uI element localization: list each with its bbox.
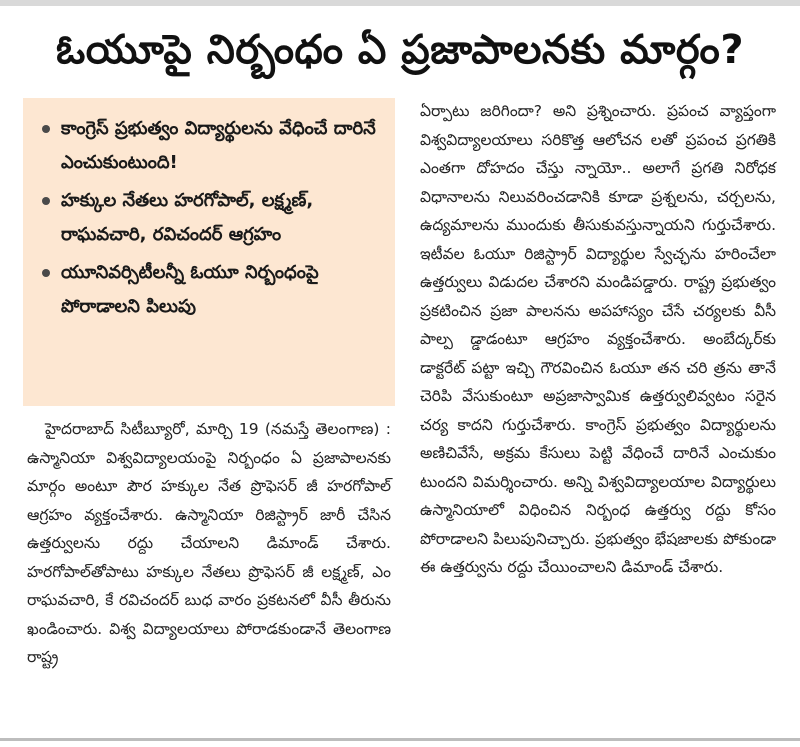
bullet-icon	[37, 256, 55, 290]
highlight-text: కాంగ్రెస్ ప్రభుత్వం విద్యార్థులను వేధించే దారినే ఎంచుకుంటుంది!	[61, 118, 376, 173]
bullet-icon	[37, 112, 55, 146]
bullet-icon	[37, 184, 55, 218]
bottom-rule	[0, 738, 800, 741]
top-rule	[0, 0, 800, 6]
headline: ఓయూపై నిర్బంధం ఏ ప్రజాపాలనకు మార్గం?	[55, 27, 745, 73]
article-body-left: హైదరాబాద్ సిటీబ్యూరో, మార్చి 19 (నమస్తే తెలంగాణ) : ఉస్మానియా విశ్వవిద్యాలయంపై నిర్బంధం ఏ ప్రజాపాలనకు మార్గం అంటూ పౌర హక్కుల నేత ప్రొఫెసర్ జీ హరగోపాల్ ఆగ్రహం వ్యక్తంచేశారు. ఉస్మానియా రిజిస్ట్రార్ జారీ చేసిన ఉత్తర్వులను రద్దు చేయాలని డిమాండ్ చేశారు. హరగోపాల్‌తోపాటు హక్కుల నేతలు ప్రొఫెసర్ జీ లక్ష్మణ్, ఎం రాఘవచారి, కే రవిచందర్ బుధ వారం ప్రకటనలో వీసీ తీరును ఖండించారు. విశ్వ విద్యాలయాలు పోరాడకుండానే తెలంగాణ రాష్ట్ర	[27, 420, 391, 666]
highlight-text: యూనివర్సిటీలన్నీ ఓయూ నిర్బంధంపై పోరాడాలని పిలుపు	[61, 262, 319, 317]
highlight-item	[37, 256, 385, 324]
highlight-item	[37, 184, 385, 252]
article-body-right: ఏర్పాటు జరిగిందా? అని ప్రశ్నించారు. ప్రపంచ వ్యాప్తంగా విశ్వవిద్యాలయాలు సరికొత్త ఆలోచన లతో ప్రపంచ ప్రగతికి ఎంతగా దోహదం చేస్తు న్నాయో.. అలాగే ప్రగతి నిరోధక విధానాలను నిలువరించడానికి కూడా ప్రశ్నలను, చర్చలను, ఉద్యమాలను ముందుకు తీసుకువస్తున్నాయని గుర్తుచేశారు. ఇటీవల ఓయూ రిజిస్ట్రార్ విద్యార్థుల స్వేచ్ఛను హరించేలా ఉత్తర్వులు విడుదల చేశారని మండిపడ్డారు. రాష్ట్ర ప్రభుత్వం ప్రకటించిన ప్రజా పాలనను అపహాస్యం చేసే చర్యలకు వీసీ పాల్ప డ్డాడంటూ ఆగ్రహం వ్యక్తంచేశారు. అంబేద్కర్‌కు డాక్టరేట్ పట్టా ఇచ్చి గౌరవించిన ఓయూ తన చరి త్రను తానే చెరిపి వేసుకుంటూ అప్రజాస్వామిక ఉత్తర్వులివ్వటం సరైన చర్య కాదని గుర్తుచేశారు. కాంగ్రెస్ ప్రభుత్వం విద్యార్థులను అణిచివేసే, అక్రమ కేసులు పెట్టి వేధించే దారినే ఎంచుకుం టుందని విమర్శించారు. అన్ని విశ్వవిద్యాలయాల విద్యార్థులు ఉస్మానియాలో విధించిన నిర్బంధ ఉత్తర్వు రద్దు కోసం పోరాడాలని పిలుపునిచ్చారు. ప్రభుత్వం భేషజాలకు పోకుండా ఈ ఉత్తర్వును రద్దు చేయించాలని డిమాండ్ చేశారు.	[420, 102, 776, 576]
highlight-item	[37, 112, 385, 180]
highlights-box	[23, 98, 395, 406]
highlight-text: హక్కుల నేతలు హరగోపాల్, లక్ష్మణ్, రాఘవచారి, రవిచందర్ ఆగ్రహం	[61, 190, 314, 245]
